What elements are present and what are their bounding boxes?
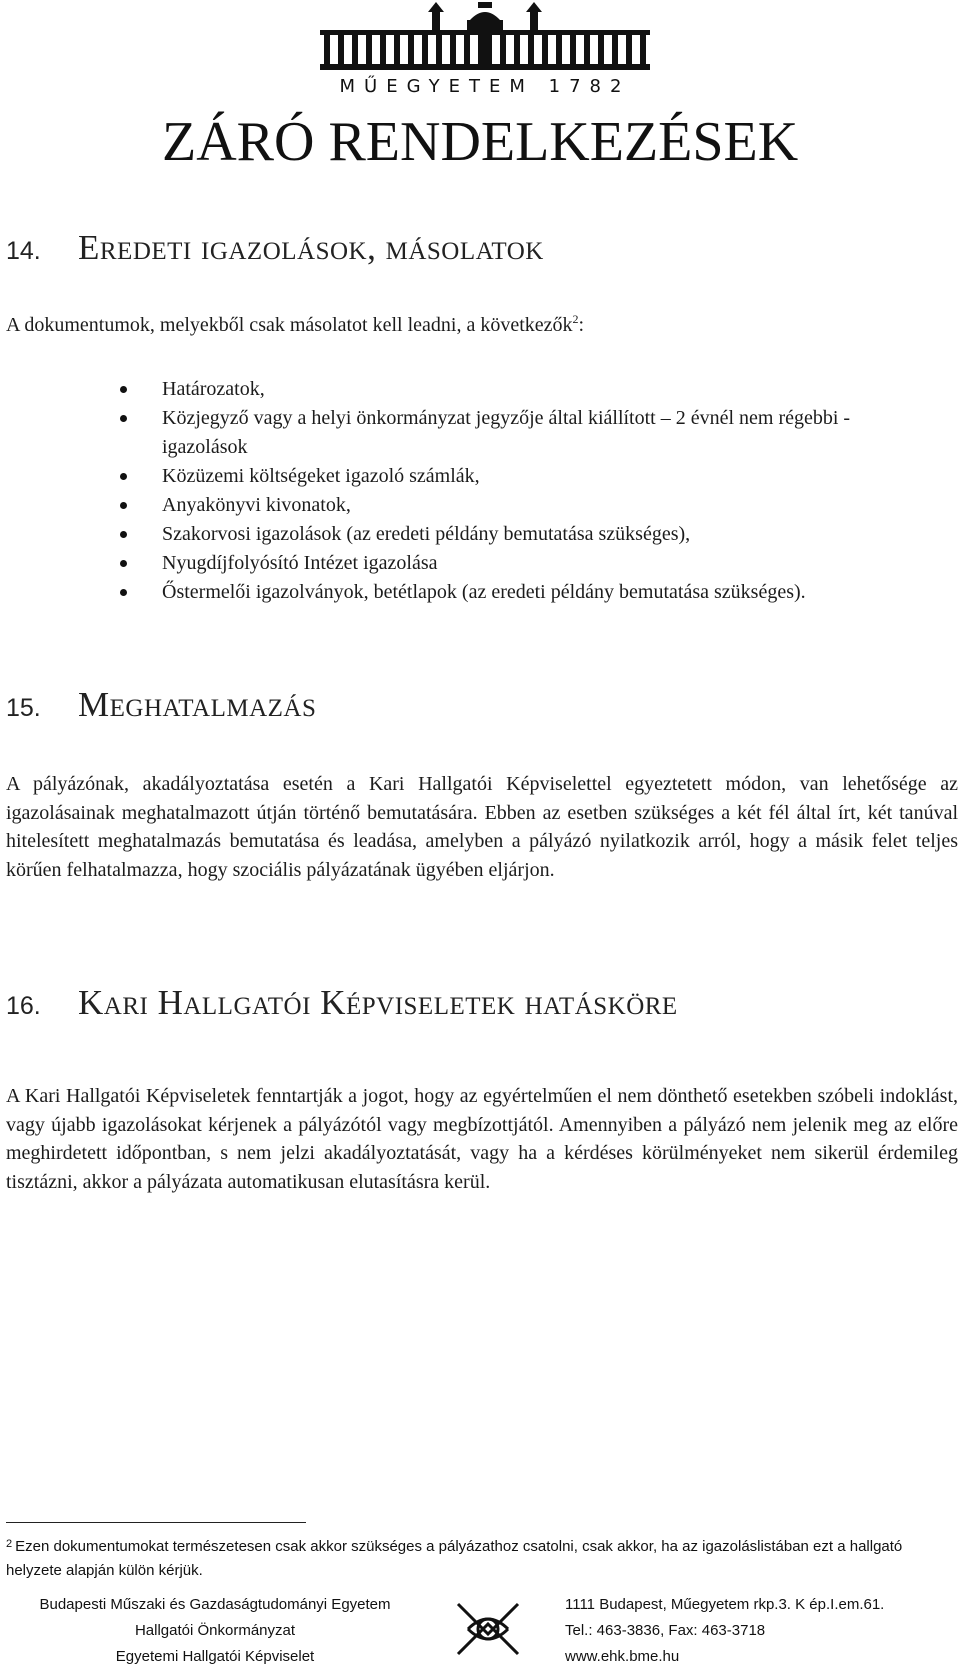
intro-text: A dokumentumok, melyekből csak másolatot kell leadni, a következők bbox=[6, 314, 573, 336]
footer-website[interactable]: www.ehk.bme.hu bbox=[565, 1648, 680, 1665]
bullet-icon bbox=[120, 589, 127, 596]
section-number: 14. bbox=[6, 237, 41, 265]
page-footer bbox=[0, 1588, 960, 1668]
list-item: Közüzemi költségeket igazoló számlák, bbox=[120, 462, 880, 491]
footer-student-union: Hallgatói Önkormányzat bbox=[134, 1622, 296, 1639]
page-title: ZÁRÓ RENDELKEZÉSEK bbox=[162, 111, 799, 173]
list-item: Őstermelői igazolványok, betétlapok (az eredeti példány bemutatása szükséges). bbox=[120, 578, 960, 607]
section-number: 16. bbox=[6, 992, 41, 1020]
list-item: Nyugdíjfolyósító Intézet igazolása bbox=[120, 549, 880, 578]
bullet-icon bbox=[120, 531, 127, 538]
footnote-marker: 2 bbox=[6, 1538, 13, 1550]
footer-phone: Tel.: 463-3836, Fax: 463-3718 bbox=[565, 1622, 766, 1639]
section-title: Kari Hallgatói Képviseletek hatásköre bbox=[78, 983, 678, 1022]
section-14-intro bbox=[6, 305, 958, 340]
list-item: Anyakönyvi kivonatok, bbox=[120, 491, 880, 520]
section-15-paragraph: A pályázónak, akadályoztatása esetén a Kari Hallgatói Képviselettel egyeztetett módon, van lehetősége az igazolásainak meghatalmazott útján történő bemutatására. Ebben az esetben szükséges a két fél által írt, két tanúval hitelesített meghatalmazás bemutatása és leadása, amelyben a pályázó nyilatkozik arról, hogy a másik felet teljes körűen felhatalmazza, hogy szociális pályázatának ügyében eljárjon. bbox=[6, 773, 958, 881]
section-title: Meghatalmazás bbox=[78, 685, 317, 724]
list-item: Határozatok, bbox=[120, 375, 880, 404]
list-item: Közjegyző vagy a helyi önkormányzat jegyzője által kiállított – 2 évnél nem régebbi - igazolások bbox=[120, 404, 880, 462]
section-number: 15. bbox=[6, 694, 41, 722]
list-item: Szakorvosi igazolások (az eredeti példány bemutatása szükséges), bbox=[120, 520, 880, 549]
footnote bbox=[6, 1532, 906, 1583]
bullet-icon bbox=[120, 502, 127, 509]
ehk-logo-icon bbox=[448, 1594, 528, 1664]
footer-organization bbox=[10, 1592, 420, 1670]
intro-end: : bbox=[578, 314, 585, 336]
bullet-icon bbox=[120, 415, 127, 422]
footnote-text: Ezen dokumentumokat természetesen csak akkor szükséges a pályázathoz csatolni, csak akkor, ha az igazoláslistában ezt a hallgató helyzete alapján külön kérjük. bbox=[6, 1538, 903, 1579]
footer-university: Budapesti Műszaki és Gazdaságtudományi Egyetem bbox=[39, 1596, 391, 1613]
section-15-heading bbox=[6, 685, 316, 725]
section-16-paragraph: A Kari Hallgatói Képviseletek fenntartják a jogot, hogy az egyértelműen el nem dönthető esetekben szóbeli indoklást, vagy újabb igazolásokat kérjenek a pályázótól vagy megbízottjától. Amennyiben a pályázó nem jelenik meg az előre meghirdetett időpontban, s nem jelzi akadályoztatását, vagy ha a kérdéses körülményeket nem sikerül érdemileg tisztázni, akkor a pályázata automatikusan elutasításra kerül. bbox=[6, 1085, 958, 1193]
footnote-ref: 2 bbox=[572, 312, 579, 326]
logo-text: MŰEGYETEM 1782 bbox=[339, 76, 631, 97]
section-16-heading bbox=[6, 983, 678, 1023]
document-list bbox=[120, 375, 880, 607]
bullet-icon bbox=[120, 473, 127, 480]
building-icon bbox=[320, 0, 650, 75]
bullet-icon bbox=[120, 386, 127, 393]
university-logo bbox=[320, 0, 650, 108]
bullet-icon bbox=[120, 560, 127, 567]
footer-contact bbox=[565, 1592, 955, 1670]
footer-address: 1111 Budapest, Műegyetem rkp.3. K ép.I.em.61. bbox=[565, 1596, 885, 1613]
section-title: Eredeti igazolások, másolatok bbox=[78, 228, 544, 267]
footnote-divider bbox=[6, 1522, 306, 1523]
footer-representation: Egyetemi Hallgatói Képviselet bbox=[115, 1648, 315, 1665]
section-14-heading bbox=[6, 228, 544, 268]
